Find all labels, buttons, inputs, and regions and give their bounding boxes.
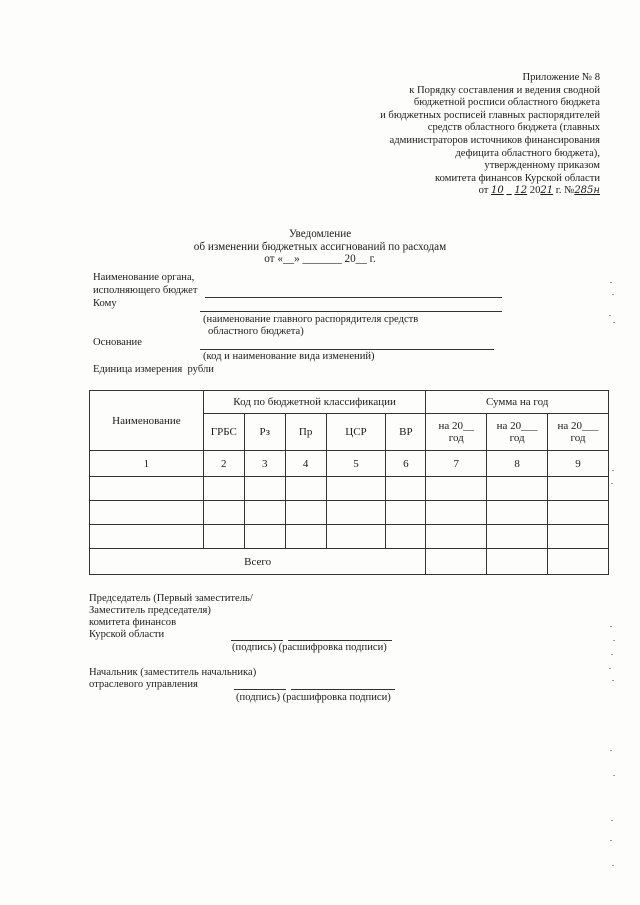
org-label-2: исполняющего бюджет — [93, 285, 198, 296]
appendix-text-line: к Порядку составления и ведения сводной — [409, 84, 600, 96]
allocations-table — [89, 390, 609, 575]
title-date-line: от «__» _______ 20__ г. — [264, 253, 376, 265]
date-day: 10 — [491, 185, 504, 197]
appendix-block — [380, 72, 600, 198]
chair-line-4: Курской области — [89, 629, 165, 640]
table-cell[interactable] — [244, 501, 285, 525]
year-suffix: год — [509, 432, 525, 444]
head-line-2: отраслевого управления — [89, 679, 198, 690]
date-month: 12 — [514, 185, 528, 197]
header-name: Наименование — [90, 391, 204, 451]
chair-signature-hint: (подпись) (расшифровка подписи) — [232, 642, 387, 653]
year-prefix: на 20 — [557, 420, 583, 432]
head-line-1: Начальник (заместитель начальника) — [89, 667, 257, 678]
head-signature-line[interactable] — [234, 689, 286, 690]
table-cell[interactable] — [203, 501, 244, 525]
scan-artifacts — [608, 280, 622, 880]
basis-label: Основание — [93, 337, 142, 348]
chair-line-3: комитета финансов — [89, 617, 177, 628]
header-year-1: на 20__ год — [426, 414, 487, 451]
table-cell[interactable] — [90, 501, 204, 525]
table-cell[interactable] — [285, 501, 326, 525]
table-row — [90, 525, 609, 549]
table-cell[interactable] — [386, 501, 426, 525]
header-year-2: на 20___ год — [487, 414, 548, 451]
appendix-text-line: средств областного бюджета (главных — [427, 122, 600, 134]
table-cell[interactable] — [487, 477, 548, 501]
date-year-prefix: 20 — [529, 185, 541, 197]
header-grbs: ГРБС — [203, 414, 244, 451]
to-hint-2: областного бюджета) — [208, 326, 304, 337]
header-csr: ЦСР — [326, 414, 386, 451]
table-cell[interactable] — [386, 477, 426, 501]
col-number: 2 — [203, 451, 244, 477]
table-cell[interactable] — [426, 501, 487, 525]
to-label: Кому — [93, 298, 117, 309]
col-number: 7 — [426, 451, 487, 477]
table-cell[interactable] — [203, 525, 244, 549]
table-cell[interactable] — [487, 501, 548, 525]
table-cell[interactable] — [326, 525, 386, 549]
unit-label-text: Единица измерения — [93, 364, 183, 375]
header-sum-group: Сумма на год — [426, 391, 609, 414]
total-cell[interactable] — [426, 549, 487, 575]
chair-line-2: Заместитель председателя) — [89, 605, 211, 616]
table-row-total — [90, 549, 609, 575]
col-number: 1 — [90, 451, 204, 477]
table-cell[interactable] — [548, 477, 609, 501]
table-cell[interactable] — [326, 477, 386, 501]
chair-line-1: Председатель (Первый заместитель/ — [89, 593, 253, 604]
total-cell[interactable] — [548, 549, 609, 575]
table-row — [90, 477, 609, 501]
year-prefix: на 20 — [496, 420, 522, 432]
head-name-line[interactable] — [291, 689, 395, 690]
document-title — [0, 228, 640, 266]
org-label-1: Наименование органа, — [93, 272, 195, 283]
date-prefix: от — [478, 185, 489, 197]
col-number: 8 — [487, 451, 548, 477]
order-number: 285н — [574, 185, 600, 197]
title-line: Уведомление — [288, 228, 352, 240]
header-pr: Пр — [285, 414, 326, 451]
total-label: Всего — [90, 549, 426, 575]
table-cell[interactable] — [285, 525, 326, 549]
year-suffix: год — [448, 432, 464, 444]
header-year-3: на 20___ год — [548, 414, 609, 451]
total-cell[interactable] — [487, 549, 548, 575]
org-field-line[interactable] — [205, 297, 502, 298]
year-prefix: на 20 — [438, 420, 463, 432]
basis-field-line[interactable] — [200, 349, 494, 350]
head-signature-hint: (подпись) (расшифровка подписи) — [236, 692, 391, 703]
col-number: 3 — [244, 451, 285, 477]
table-cell[interactable] — [487, 525, 548, 549]
col-number: 4 — [285, 451, 326, 477]
unit-label — [93, 364, 214, 375]
table-cell[interactable] — [203, 477, 244, 501]
date-suffix: г. № — [555, 185, 575, 197]
chair-name-line[interactable] — [288, 640, 392, 641]
basis-hint: (код и наименование вида изменений) — [203, 351, 375, 362]
title-line: об изменении бюджетных ассигнований по расходам — [193, 240, 447, 253]
table-cell[interactable] — [548, 501, 609, 525]
appendix-text-line: и бюджетных росписей главных распорядителей — [380, 109, 600, 121]
table-cell[interactable] — [285, 477, 326, 501]
table-cell[interactable] — [426, 477, 487, 501]
appendix-text-line: администраторов источников финансирования — [389, 134, 600, 146]
table-cell[interactable] — [326, 501, 386, 525]
appendix-date-line — [380, 185, 600, 198]
table-row — [90, 501, 609, 525]
table-row-numbers — [90, 451, 609, 477]
col-number: 5 — [326, 451, 386, 477]
col-number: 6 — [386, 451, 426, 477]
year-suffix: год — [570, 432, 586, 444]
col-number: 9 — [548, 451, 609, 477]
header-vr: ВР — [386, 414, 426, 451]
to-hint-1: (наименование главного распорядителя средств — [203, 314, 419, 325]
to-field-line[interactable] — [200, 311, 502, 312]
table-cell[interactable] — [548, 525, 609, 549]
appendix-title: Приложение № 8 — [522, 72, 600, 83]
table-cell[interactable] — [244, 477, 285, 501]
header-rz: Рз — [244, 414, 285, 451]
appendix-text-line: дефицита областного бюджета), — [455, 147, 600, 159]
appendix-text-line: комитета финансов Курской области — [435, 172, 600, 184]
chair-signature-line[interactable] — [231, 640, 283, 641]
table-cell[interactable] — [90, 525, 204, 549]
date-year: 21 — [540, 185, 554, 197]
unit-value: рубли — [187, 364, 214, 375]
appendix-text-line: бюджетной росписи областного бюджета — [413, 97, 600, 109]
table-cell[interactable] — [244, 525, 285, 549]
header-codes-group: Код по бюджетной классификации — [203, 391, 425, 414]
table-cell[interactable] — [90, 477, 204, 501]
table-cell[interactable] — [386, 525, 426, 549]
appendix-text-line: утвержденному приказом — [484, 160, 600, 172]
table-cell[interactable] — [426, 525, 487, 549]
